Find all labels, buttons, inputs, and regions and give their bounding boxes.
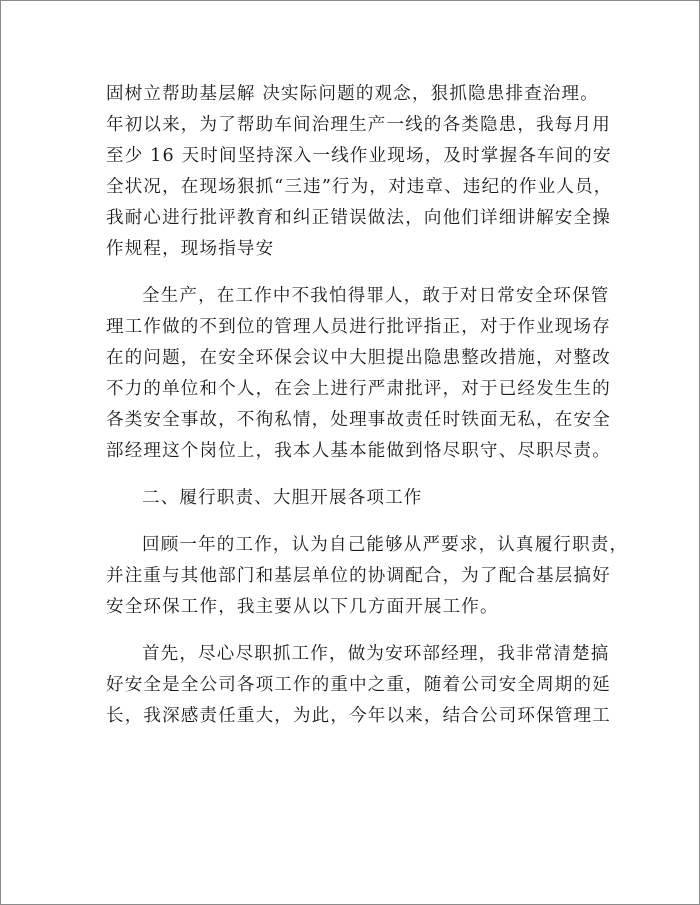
text-line: 安全环保工作，我主要从以下几方面开展工作。	[106, 597, 499, 617]
text-line: 好安全是全公司各项工作的重中之重，随着公司安全周期的延	[106, 675, 611, 695]
text-line: 在的问题，在安全环保会议中大胆提出隐患整改措施，对整改	[106, 348, 611, 368]
document-body	[106, 79, 629, 748]
text-line: 理工作做的不到位的管理人员进行批评指正，对于作业现场存	[106, 317, 611, 337]
text-line: 各类安全事故，不徇私情，处理事故责任时铁面无私，在安全	[106, 410, 611, 430]
text-line: 固树立帮助基层解 决实际问题的观念，狠抓隐患排查治理。	[106, 84, 599, 104]
text-line: 全生产，在工作中不我怕得罪人，敢于对日常安全环保管	[142, 286, 610, 306]
text-line: 部经理这个岗位上，我本人基本能做到恪尽职守、尽职尽责。	[106, 441, 611, 461]
text-line: 回顾一年的工作，认为自己能够从严要求，认真履行职责，	[142, 535, 629, 555]
text-line: 首先，尽心尽职抓工作，做为安环部经理，我非常清楚搞	[142, 644, 610, 664]
text-line: 长，我深感责任重大，为此，今年以来，结合公司环保管理工	[106, 706, 611, 726]
text-line: 并注重与其他部门和基层单位的协调配合，为了配合基层搞好	[106, 566, 611, 586]
heading-text: 二、履行职责、大胆开展各项工作	[142, 488, 423, 508]
section-heading	[106, 483, 601, 514]
text-line: 我耐心进行批评教育和纠正错误做法，向他们详细讲解安全操	[106, 208, 611, 228]
text-line: 全状况，在现场狠抓“三违”行为，对违章、违纪的作业人员，	[106, 177, 613, 197]
paragraph-2	[106, 281, 611, 467]
text-line: 不力的单位和个人，在会上进行严肃批评，对于已经发生生的	[106, 379, 611, 399]
text-line: 至少 16 天时间坚持深入一线作业现场，及时掌握各车间的安	[106, 146, 612, 166]
text-line: 作规程，现场指导安	[106, 239, 275, 259]
text-line: 年初以来，为了帮助车间治理生产一线的各类隐患，我每月用	[106, 115, 611, 135]
paragraph-1	[106, 79, 613, 265]
paragraph-4	[106, 639, 611, 732]
paragraph-3	[106, 530, 629, 623]
